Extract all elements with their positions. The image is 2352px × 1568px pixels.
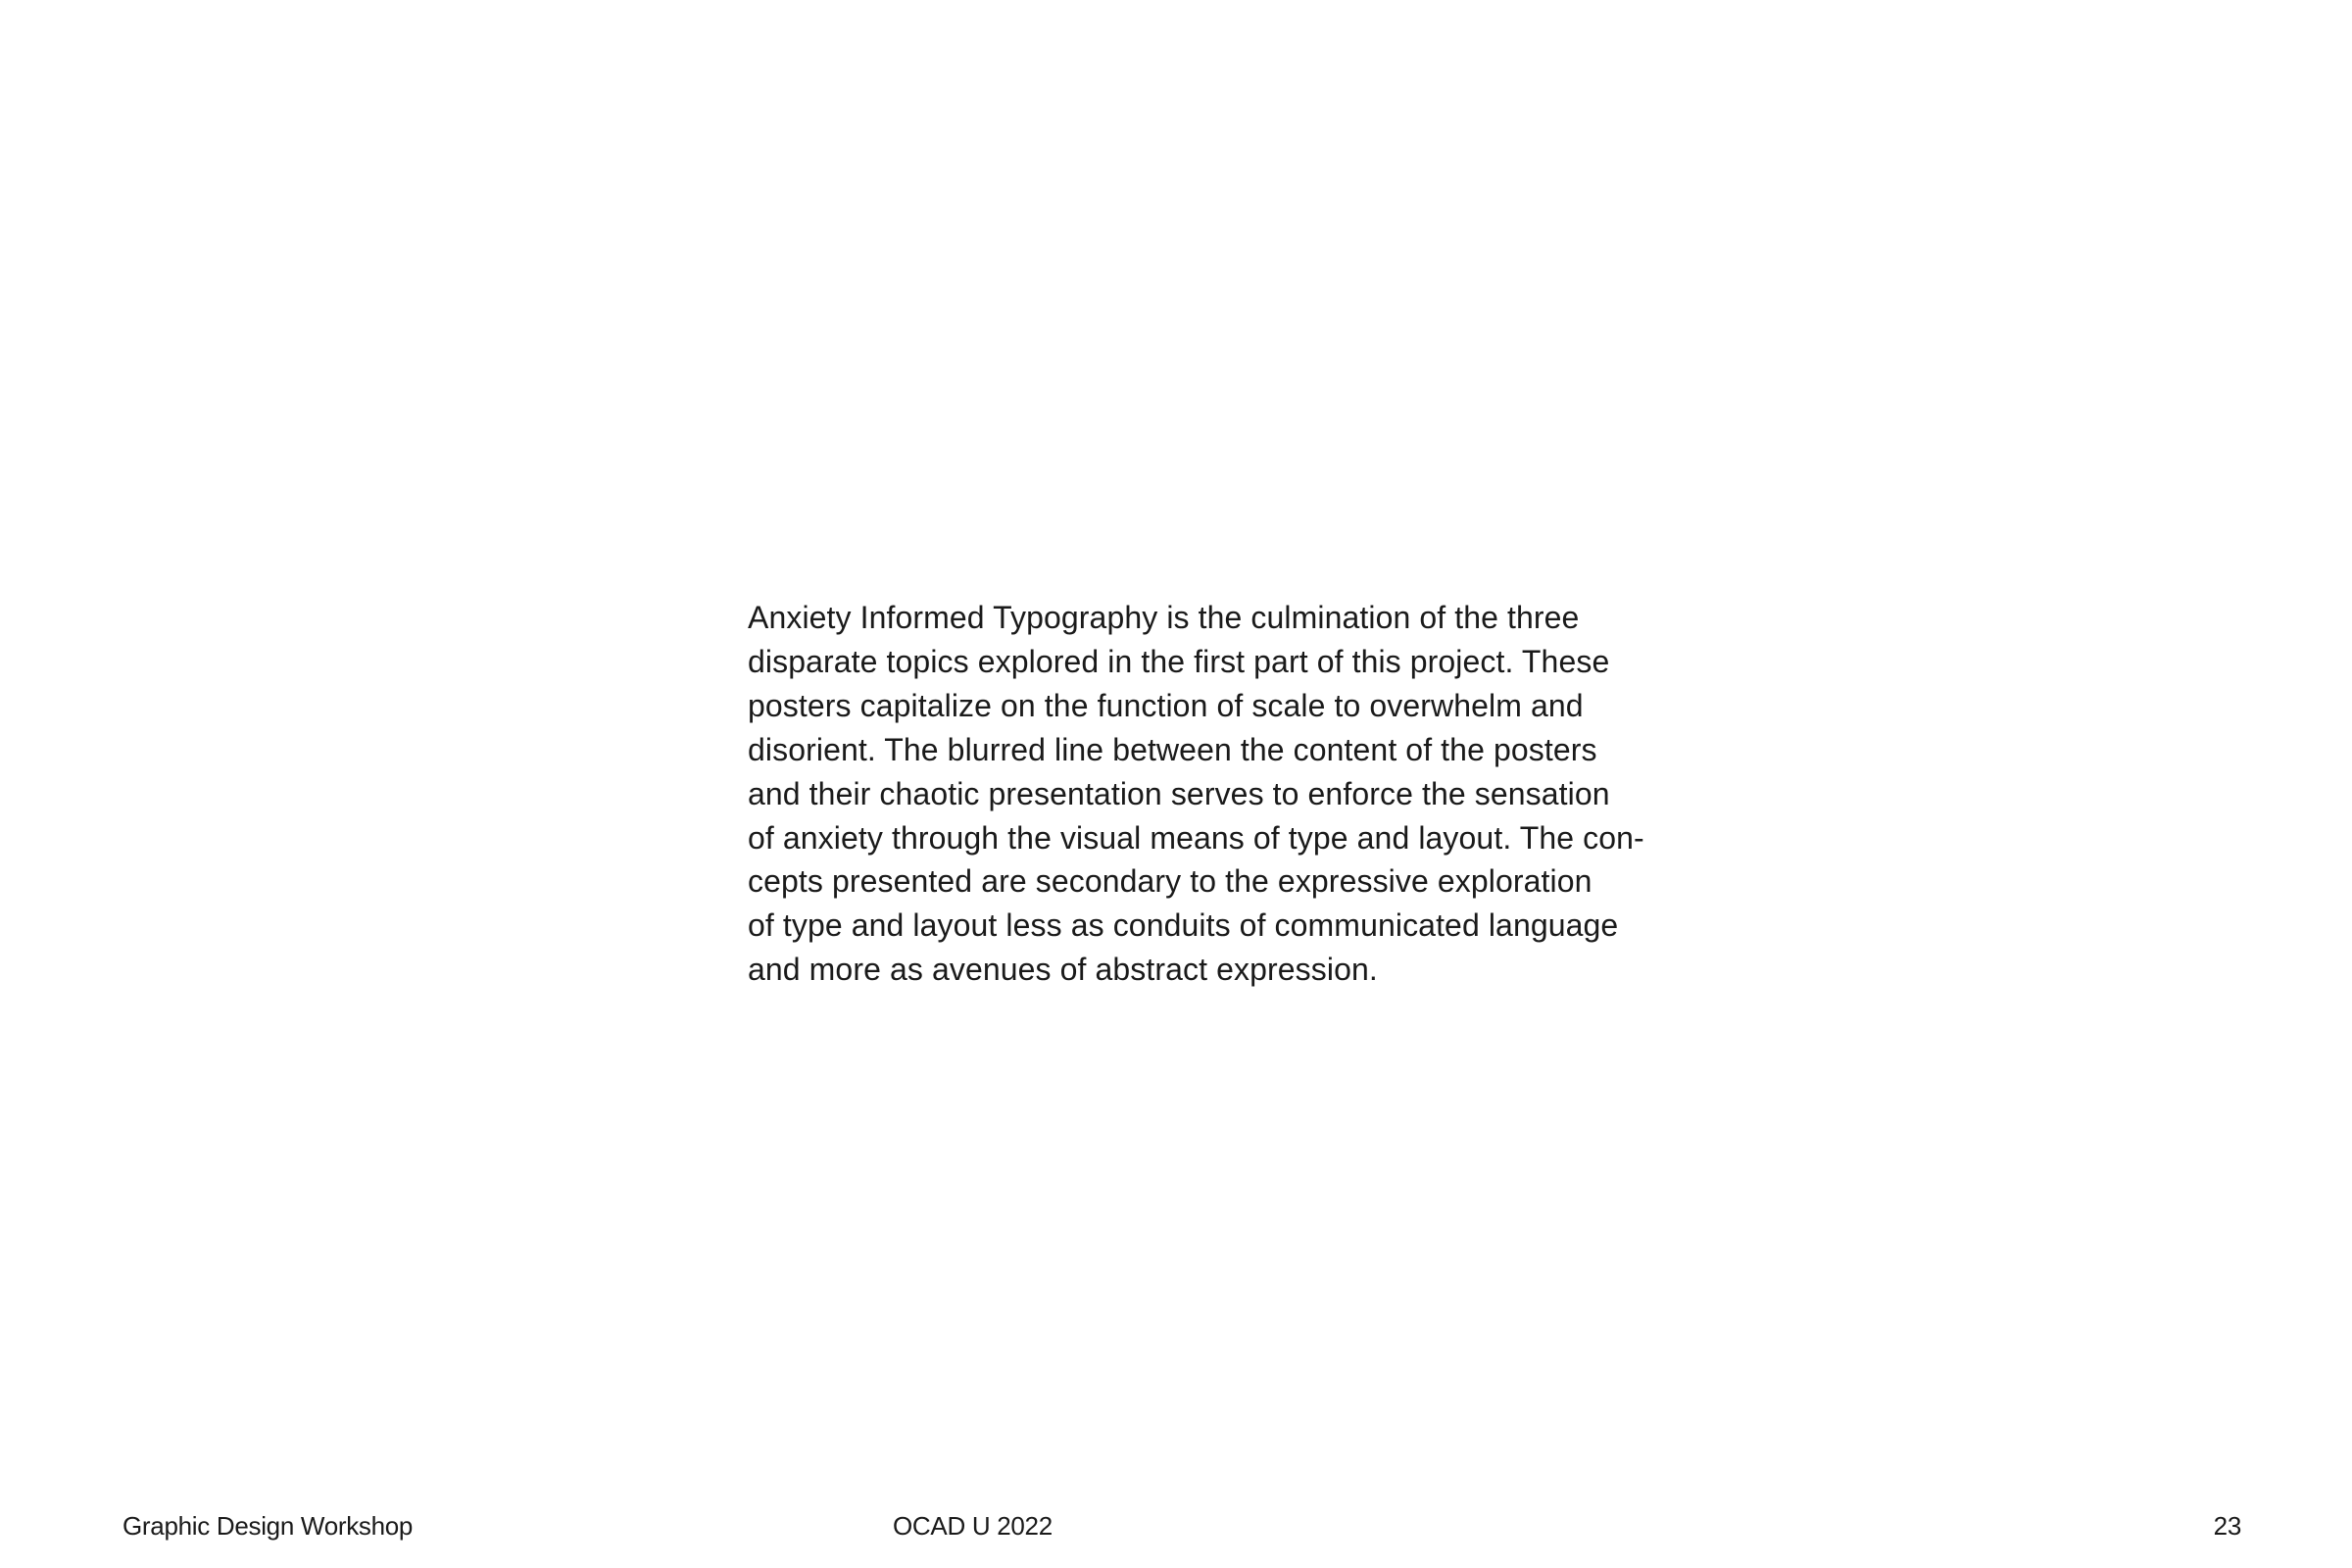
- body-line: and more as avenues of abstract expression.: [748, 952, 1378, 988]
- footer-institution-year: OCAD U 2022: [893, 1511, 1053, 1541]
- body-line: of type and layout less as conduits of communicated language: [748, 907, 1619, 944]
- body-line: disparate topics explored in the first part of this project. These: [748, 643, 1610, 679]
- body-line: of anxiety through the visual means of type and layout. The con-: [748, 819, 1644, 856]
- body-line: cepts presented are secondary to the expressive exploration: [748, 863, 1592, 900]
- body-paragraph: [748, 596, 1689, 992]
- footer-page-number: 23: [2213, 1511, 2241, 1541]
- footer-course-title: Graphic Design Workshop: [122, 1511, 414, 1541]
- body-line: Anxiety Informed Typography is the culmination of the three: [748, 600, 1580, 635]
- body-line: posters capitalize on the function of scale to overwhelm and: [748, 687, 1584, 723]
- body-line: and their chaotic presentation serves to enforce the sensation: [748, 775, 1610, 811]
- body-line: disorient. The blurred line between the content of the posters: [748, 731, 1597, 767]
